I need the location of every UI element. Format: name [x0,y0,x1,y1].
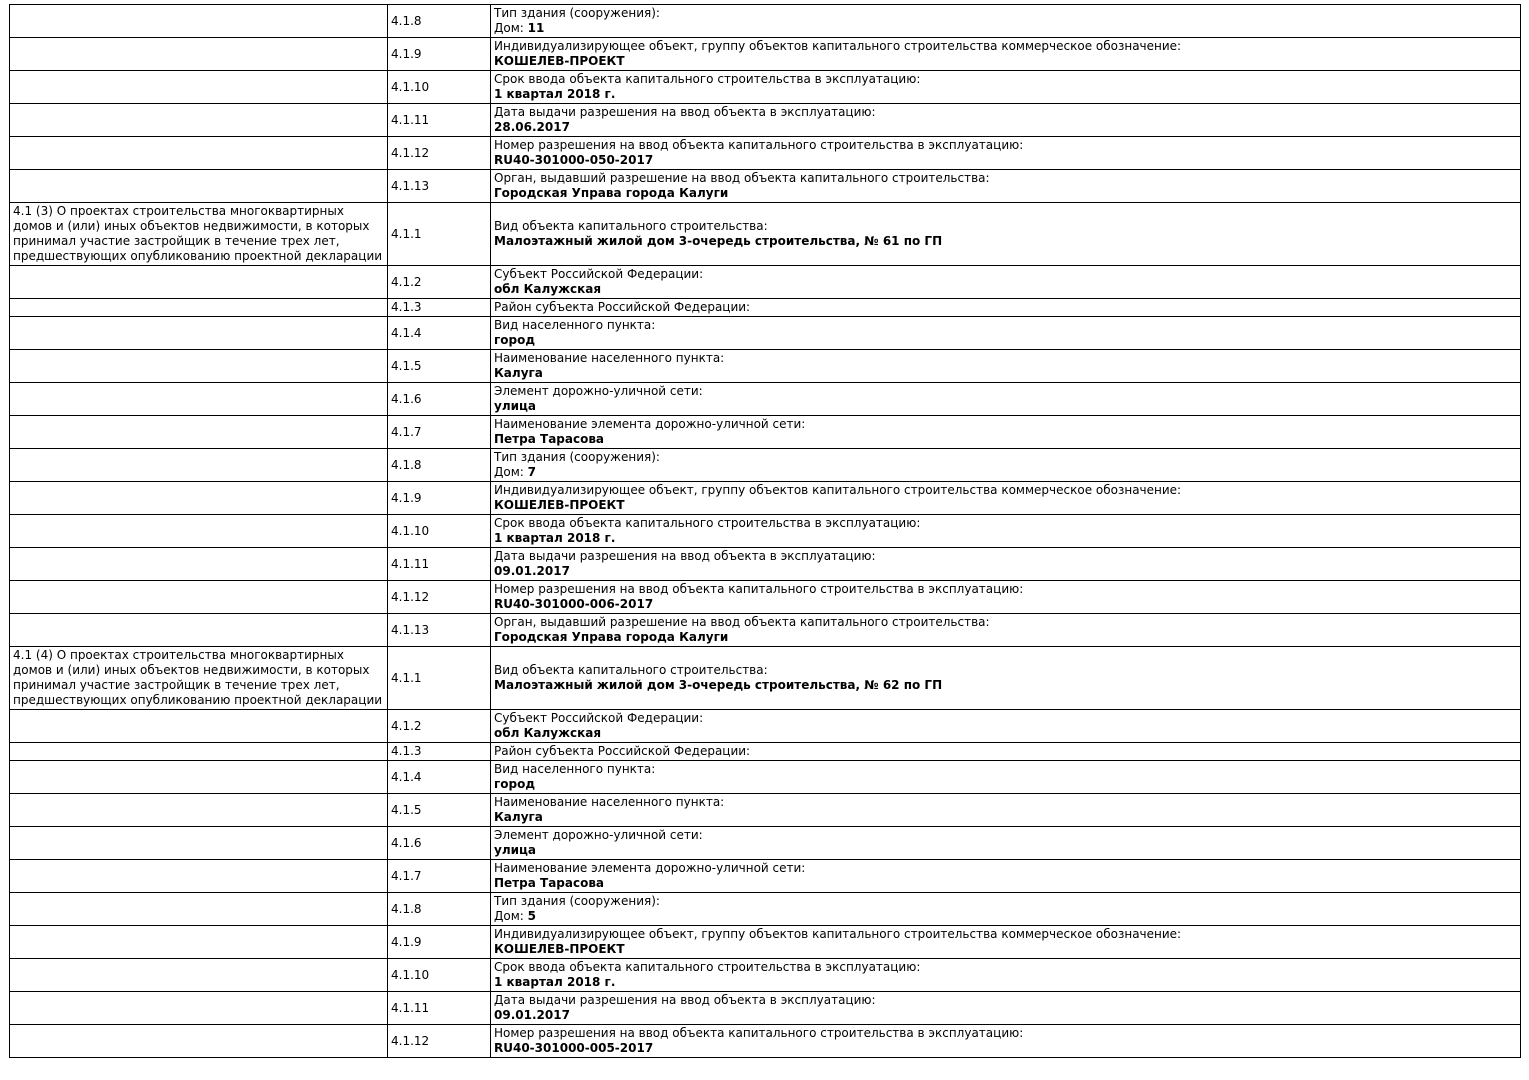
item-value [494,909,1517,924]
section-description-cell [10,860,388,893]
item-value-prefix: Дом: [494,909,528,923]
item-value-text: город [494,333,536,347]
table-row [10,959,1521,992]
item-value [494,21,1517,36]
item-value [494,465,1517,480]
table-row [10,71,1521,104]
item-content-cell [491,761,1521,794]
item-number-cell [388,992,491,1025]
item-value [494,333,1517,348]
item-content-cell [491,926,1521,959]
item-label: Элемент дорожно-уличной сети: [494,828,703,842]
item-value [494,876,1517,891]
item-number-cell [388,926,491,959]
item-number-cell [388,350,491,383]
item-value [494,531,1517,546]
item-number: 4.1.10 [391,523,430,538]
item-content-cell [491,959,1521,992]
item-label: Субъект Российской Федерации: [494,711,704,725]
item-label: Номер разрешения на ввод объекта капитального строительства в эксплуатацию: [494,1026,1024,1040]
item-value-text: город [494,777,536,791]
item-content-cell [491,647,1521,710]
item-number-cell [388,5,491,38]
item-content-cell [491,299,1521,317]
item-content-cell [491,203,1521,266]
item-value-text: RU40-301000-006-2017 [494,597,654,611]
item-number: 4.1.5 [391,802,422,817]
item-value-prefix: Дом: [494,21,528,35]
item-label: Индивидуализирующее объект, группу объектов капитального строительства коммерческое обозначение: [494,927,1182,941]
item-number: 4.1.4 [391,325,422,340]
item-content-cell [491,548,1521,581]
item-number: 4.1.5 [391,358,422,373]
item-number-cell [388,383,491,416]
item-value [494,942,1517,957]
item-number: 4.1.3 [391,300,422,314]
item-number-cell [388,614,491,647]
table-row [10,203,1521,266]
item-number-cell [388,743,491,761]
section-description-cell [10,416,388,449]
item-number: 4.1.9 [391,934,422,949]
item-label: Срок ввода объекта капитального строительства в эксплуатацию: [494,960,921,974]
item-value-text: RU40-301000-050-2017 [494,153,654,167]
item-content-cell [491,893,1521,926]
section-description-cell [10,1025,388,1058]
table-row [10,743,1521,761]
section-description: 4.1 (4) О проектах строительства многоквартирных домов и (или) иных объектов недвижимости, в которых принимал участие застройщик в течение трех лет, предшествующих опубликованию проектной декларации [13,648,383,707]
item-value-text: улица [494,399,537,413]
item-label: Наименование элемента дорожно-уличной сети: [494,417,806,431]
item-number-cell [388,38,491,71]
item-value-text: 11 [527,21,545,35]
table-row [10,383,1521,416]
table-row [10,893,1521,926]
item-number-cell [388,710,491,743]
item-content-cell [491,350,1521,383]
item-value-text: КОШЕЛЕВ-ПРОЕКТ [494,54,625,68]
item-value [494,810,1517,825]
item-value-text: КОШЕЛЕВ-ПРОЕКТ [494,942,625,956]
section-description-cell [10,5,388,38]
item-value-text: 1 квартал 2018 г. [494,87,616,101]
item-value-text: RU40-301000-005-2017 [494,1041,654,1055]
item-number-cell [388,827,491,860]
item-label: Орган, выдавший разрешение на ввод объекта капитального строительства: [494,615,990,629]
item-number: 4.1.4 [391,769,422,784]
section-description-cell [10,647,388,710]
item-content-cell [491,515,1521,548]
table-row [10,827,1521,860]
item-number-cell [388,203,491,266]
item-number-cell [388,860,491,893]
item-number: 4.1.3 [391,744,422,758]
section-description-cell [10,350,388,383]
item-value [494,186,1517,201]
item-value [494,366,1517,381]
item-number-cell [388,170,491,203]
item-content-cell [491,992,1521,1025]
item-content-cell [491,38,1521,71]
item-number: 4.1.11 [391,556,430,571]
item-label: Вид населенного пункта: [494,318,656,332]
item-number: 4.1.13 [391,622,430,637]
item-content-cell [491,1025,1521,1058]
item-value [494,678,1517,693]
item-number-cell [388,299,491,317]
table-row [10,449,1521,482]
item-number-cell [388,647,491,710]
item-label: Элемент дорожно-уличной сети: [494,384,703,398]
item-value [494,399,1517,414]
item-value-text: Малоэтажный жилой дом 3-очередь строительства, № 62 по ГП [494,678,943,692]
item-number: 4.1.8 [391,457,422,472]
item-number: 4.1.7 [391,868,422,883]
section-description-cell [10,581,388,614]
item-value [494,1008,1517,1023]
item-label: Срок ввода объекта капитального строительства в эксплуатацию: [494,72,921,86]
table-row [10,581,1521,614]
item-label: Индивидуализирующее объект, группу объектов капитального строительства коммерческое обозначение: [494,483,1182,497]
item-content-cell [491,416,1521,449]
item-number-cell [388,71,491,104]
declaration-table [9,4,1521,1058]
table-row [10,761,1521,794]
item-number: 4.1.1 [391,670,422,685]
item-number: 4.1.10 [391,967,430,982]
item-number: 4.1.8 [391,13,422,28]
item-number-cell [388,515,491,548]
item-value-text: КОШЕЛЕВ-ПРОЕКТ [494,498,625,512]
item-label: Субъект Российской Федерации: [494,267,704,281]
item-value-prefix: Дом: [494,465,528,479]
table-row [10,614,1521,647]
item-value [494,432,1517,447]
table-row [10,170,1521,203]
item-label: Срок ввода объекта капитального строительства в эксплуатацию: [494,516,921,530]
item-number: 4.1.6 [391,391,422,406]
section-description-cell [10,38,388,71]
section-description-cell [10,317,388,350]
section-description-cell [10,203,388,266]
section-description-cell [10,515,388,548]
item-number-cell [388,1025,491,1058]
item-content-cell [491,170,1521,203]
item-value-text: 5 [527,909,536,923]
item-value-text: 28.06.2017 [494,120,570,134]
item-label: Район субъекта Российской Федерации: [494,300,751,314]
table-row [10,5,1521,38]
item-number-cell [388,482,491,515]
item-content-cell [491,710,1521,743]
item-number: 4.1.10 [391,79,430,94]
section-description-cell [10,299,388,317]
item-number: 4.1.6 [391,835,422,850]
item-number: 4.1.11 [391,112,430,127]
item-label: Вид объекта капитального строительства: [494,663,768,677]
item-content-cell [491,5,1521,38]
item-value [494,726,1517,741]
table-row [10,137,1521,170]
item-content-cell [491,827,1521,860]
item-content-cell [491,482,1521,515]
item-value [494,564,1517,579]
item-label: Дата выдачи разрешения на ввод объекта в эксплуатацию: [494,105,876,119]
section-description-cell [10,449,388,482]
item-label: Номер разрешения на ввод объекта капитального строительства в эксплуатацию: [494,582,1024,596]
item-label: Тип здания (сооружения): [494,450,660,464]
table-row [10,794,1521,827]
item-number: 4.1.12 [391,1033,430,1048]
item-content-cell [491,449,1521,482]
item-content-cell [491,614,1521,647]
table-row [10,710,1521,743]
item-value-text: обл Калужская [494,726,602,740]
item-value [494,597,1517,612]
table-row [10,1025,1521,1058]
item-number: 4.1.1 [391,226,422,241]
item-value-text: 1 квартал 2018 г. [494,531,616,545]
table-row [10,317,1521,350]
item-number-cell [388,104,491,137]
item-value-text: 09.01.2017 [494,564,570,578]
item-content-cell [491,71,1521,104]
item-label: Индивидуализирующее объект, группу объектов капитального строительства коммерческое обозначение: [494,39,1182,53]
section-description-cell [10,743,388,761]
section-description-cell [10,710,388,743]
table-row [10,515,1521,548]
item-label: Тип здания (сооружения): [494,894,660,908]
item-content-cell [491,743,1521,761]
table-row [10,38,1521,71]
section-description-cell [10,71,388,104]
item-number-cell [388,449,491,482]
item-number-cell [388,317,491,350]
item-value [494,975,1517,990]
item-value-text: 09.01.2017 [494,1008,570,1022]
item-value [494,282,1517,297]
item-number-cell [388,761,491,794]
item-number-cell [388,548,491,581]
item-label: Орган, выдавший разрешение на ввод объекта капитального строительства: [494,171,990,185]
item-content-cell [491,383,1521,416]
item-label: Наименование элемента дорожно-уличной сети: [494,861,806,875]
item-label: Вид населенного пункта: [494,762,656,776]
item-label: Вид объекта капитального строительства: [494,219,768,233]
item-value-text: улица [494,843,537,857]
item-value [494,1041,1517,1056]
table-row [10,992,1521,1025]
section-description-cell [10,794,388,827]
item-value-text: Петра Тарасова [494,876,605,890]
table-row [10,860,1521,893]
item-content-cell [491,860,1521,893]
item-content-cell [491,104,1521,137]
item-label: Дата выдачи разрешения на ввод объекта в эксплуатацию: [494,549,876,563]
table-row [10,104,1521,137]
item-number: 4.1.13 [391,178,430,193]
section-description-cell [10,614,388,647]
item-number: 4.1.2 [391,274,422,289]
item-label: Дата выдачи разрешения на ввод объекта в эксплуатацию: [494,993,876,1007]
item-content-cell [491,266,1521,299]
item-value [494,87,1517,102]
item-label: Тип здания (сооружения): [494,6,660,20]
section-description-cell [10,827,388,860]
section-description-cell [10,893,388,926]
table-row [10,350,1521,383]
item-value [494,630,1517,645]
item-number: 4.1.9 [391,46,422,61]
item-label: Номер разрешения на ввод объекта капитального строительства в эксплуатацию: [494,138,1024,152]
table-row [10,926,1521,959]
item-value-text: Городская Управа города Калуги [494,630,729,644]
item-number-cell [388,581,491,614]
item-value [494,777,1517,792]
section-description-cell [10,104,388,137]
table-row [10,482,1521,515]
item-number: 4.1.11 [391,1000,430,1015]
section-description-cell [10,383,388,416]
item-value [494,498,1517,513]
item-number-cell [388,137,491,170]
item-value [494,54,1517,69]
section-description-cell [10,482,388,515]
item-content-cell [491,137,1521,170]
section-description-cell [10,761,388,794]
item-value-text: Калуга [494,366,543,380]
item-number-cell [388,266,491,299]
section-description-cell [10,137,388,170]
item-value-text: Городская Управа города Калуги [494,186,729,200]
table-row [10,299,1521,317]
item-label: Наименование населенного пункта: [494,351,725,365]
item-number-cell [388,893,491,926]
item-value [494,120,1517,135]
table-row [10,548,1521,581]
item-label: Район субъекта Российской Федерации: [494,744,751,758]
item-value-text: 1 квартал 2018 г. [494,975,616,989]
item-value [494,234,1517,249]
table-row [10,647,1521,710]
item-number: 4.1.12 [391,145,430,160]
item-value-text: обл Калужская [494,282,602,296]
item-number: 4.1.8 [391,901,422,916]
table-row [10,266,1521,299]
item-number-cell [388,959,491,992]
section-description-cell [10,266,388,299]
section-description: 4.1 (3) О проектах строительства многоквартирных домов и (или) иных объектов недвижимости, в которых принимал участие застройщик в течение трех лет, предшествующих опубликованию проектной декларации [13,204,383,263]
item-number: 4.1.9 [391,490,422,505]
item-value [494,843,1517,858]
item-value-text: Петра Тарасова [494,432,605,446]
section-description-cell [10,548,388,581]
item-label: Наименование населенного пункта: [494,795,725,809]
section-description-cell [10,926,388,959]
section-description-cell [10,959,388,992]
item-number-cell [388,416,491,449]
item-value-text: Малоэтажный жилой дом 3-очередь строительства, № 61 по ГП [494,234,943,248]
item-value-text: 7 [527,465,536,479]
table-body [10,5,1521,1058]
item-number: 4.1.12 [391,589,430,604]
table-row [10,416,1521,449]
item-content-cell [491,317,1521,350]
item-value-text: Калуга [494,810,543,824]
section-description-cell [10,992,388,1025]
item-value [494,153,1517,168]
item-content-cell [491,581,1521,614]
item-number: 4.1.7 [391,424,422,439]
item-content-cell [491,794,1521,827]
item-number: 4.1.2 [391,718,422,733]
section-description-cell [10,170,388,203]
item-number-cell [388,794,491,827]
